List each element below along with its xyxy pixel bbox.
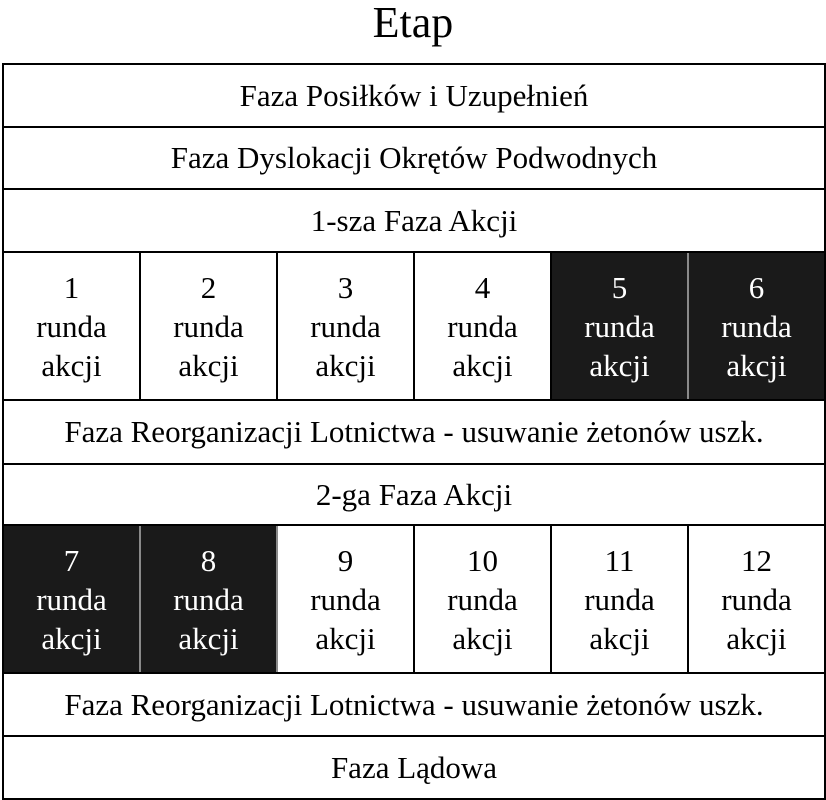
action-round-number: 9 <box>337 542 354 578</box>
action-round-label: runda <box>36 308 107 344</box>
action-round-label: runda <box>310 581 381 617</box>
action-round-cell <box>552 253 689 399</box>
action-round-number: 1 <box>63 269 80 305</box>
action-round-label-2: akcji <box>726 347 787 383</box>
action-round-label: runda <box>584 308 655 344</box>
action-round-label-2: akcji <box>41 620 102 656</box>
phase-reinforcements: Faza Posiłków i Uzupełnień <box>4 65 824 128</box>
action-round-label-2: akcji <box>452 347 513 383</box>
action-round-cell <box>4 253 141 399</box>
action-round-cell <box>141 253 278 399</box>
action-round-cell <box>689 526 824 672</box>
action-round-label-2: akcji <box>589 620 650 656</box>
action-round-label: runda <box>584 581 655 617</box>
action-round-number: 5 <box>611 269 628 305</box>
action-round-label: runda <box>36 581 107 617</box>
action-round-number: 4 <box>474 269 491 305</box>
action-round-cell <box>689 253 824 399</box>
action-round-number: 10 <box>467 542 498 578</box>
action-round-cell <box>415 253 552 399</box>
action-round-number: 6 <box>748 269 765 305</box>
action-round-label-2: akcji <box>315 620 376 656</box>
action-round-label-2: akcji <box>178 347 239 383</box>
action-rounds-row-1 <box>4 253 824 401</box>
action-round-label-2: akcji <box>315 347 376 383</box>
action-round-label-2: akcji <box>178 620 239 656</box>
page-title: Etap <box>372 0 454 47</box>
action-round-cell <box>415 526 552 672</box>
phase-submarines: Faza Dyslokacji Okrętów Podwodnych <box>4 128 824 190</box>
phase-action-2: 2-ga Faza Akcji <box>4 465 824 526</box>
phase-land: Faza Lądowa <box>330 749 498 785</box>
action-round-number: 11 <box>604 542 635 578</box>
action-round-label: runda <box>447 308 518 344</box>
action-round-number: 2 <box>200 269 217 305</box>
action-round-label: runda <box>447 581 518 617</box>
action-round-label-2: akcji <box>41 347 102 383</box>
action-round-label-2: akcji <box>726 620 787 656</box>
action-round-label-2: akcji <box>589 347 650 383</box>
action-round-cell <box>278 253 415 399</box>
turn-sequence-table <box>2 63 826 800</box>
action-round-label: runda <box>173 581 244 617</box>
phase-air-reorganization-2: Faza Reorganizacji Lotnictwa - usuwanie żetonów uszk. <box>4 674 824 737</box>
action-round-cell <box>141 526 278 672</box>
phase-action-1: 1-sza Faza Akcji <box>4 190 824 253</box>
action-round-number: 7 <box>63 542 80 578</box>
action-round-number: 8 <box>200 542 217 578</box>
action-round-label-2: akcji <box>452 620 513 656</box>
action-round-number: 12 <box>741 542 772 578</box>
action-round-cell <box>278 526 415 672</box>
action-round-cell <box>552 526 689 672</box>
phase-air-reorganization-1: Faza Reorganizacji Lotnictwa - usuwanie żetonów uszk. <box>4 401 824 465</box>
action-round-label: runda <box>721 581 792 617</box>
action-round-label: runda <box>173 308 244 344</box>
action-round-label: runda <box>310 308 381 344</box>
action-round-cell <box>4 526 141 672</box>
action-round-label: runda <box>721 308 792 344</box>
action-round-number: 3 <box>337 269 354 305</box>
action-rounds-row-2 <box>4 526 824 674</box>
